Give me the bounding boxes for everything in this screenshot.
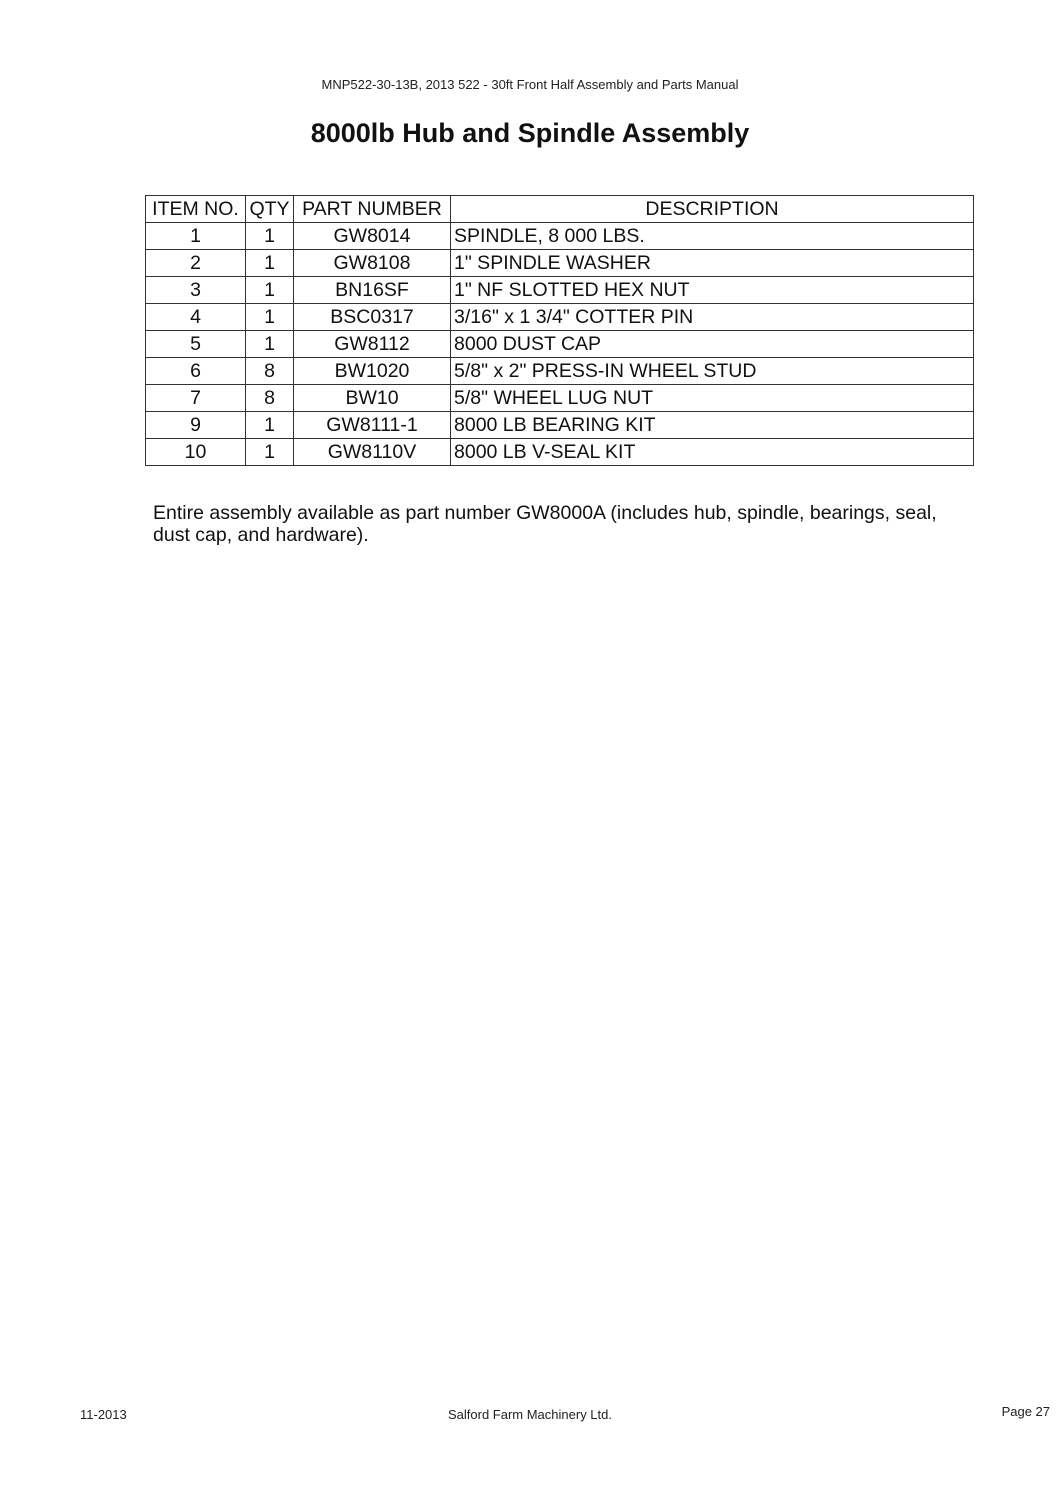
qty-cell: 8: [246, 385, 294, 412]
qty-cell: 1: [246, 277, 294, 304]
item-no-cell: 9: [146, 412, 246, 439]
page-number: Page 27: [1001, 1404, 1050, 1419]
part-number-cell: BW10: [294, 385, 451, 412]
description-cell: 3/16" x 1 3/4" COTTER PIN: [451, 304, 974, 331]
table-row: [146, 304, 974, 331]
part-number-cell: GW8014: [294, 223, 451, 250]
item-no-cell: 3: [146, 277, 246, 304]
column-header-qty: QTY: [246, 196, 294, 223]
item-no-cell: 7: [146, 385, 246, 412]
parts-table: [145, 195, 974, 466]
qty-cell: 1: [246, 412, 294, 439]
item-no-cell: 2: [146, 250, 246, 277]
item-no-cell: 5: [146, 331, 246, 358]
description-cell: 5/8" WHEEL LUG NUT: [451, 385, 974, 412]
footer-date: 11-2013: [80, 1407, 127, 1422]
part-number-cell: GW8110V: [294, 439, 451, 466]
part-number-cell: BSC0317: [294, 304, 451, 331]
description-cell: SPINDLE, 8 000 LBS.: [451, 223, 974, 250]
part-number-cell: BN16SF: [294, 277, 451, 304]
table-header-row: [146, 196, 974, 223]
item-no-cell: 4: [146, 304, 246, 331]
column-header-description: DESCRIPTION: [451, 196, 974, 223]
table-row: [146, 412, 974, 439]
qty-cell: 1: [246, 439, 294, 466]
table-row: [146, 223, 974, 250]
column-header-item-no: ITEM NO.: [146, 196, 246, 223]
table-row: [146, 358, 974, 385]
part-number-cell: GW8111-1: [294, 412, 451, 439]
table-row: [146, 331, 974, 358]
description-cell: 8000 LB BEARING KIT: [451, 412, 974, 439]
part-number-cell: GW8108: [294, 250, 451, 277]
description-cell: 5/8" x 2" PRESS-IN WHEEL STUD: [451, 358, 974, 385]
description-cell: 1" SPINDLE WASHER: [451, 250, 974, 277]
item-no-cell: 1: [146, 223, 246, 250]
qty-cell: 1: [246, 250, 294, 277]
footer-company: Salford Farm Machinery Ltd.: [447, 1407, 612, 1422]
qty-cell: 1: [246, 304, 294, 331]
description-cell: 1" NF SLOTTED HEX NUT: [451, 277, 974, 304]
description-cell: 8000 LB V-SEAL KIT: [451, 439, 974, 466]
assembly-note: Entire assembly available as part number GW8000A (includes hub, spindle, bearings, seal, dust cap, and hardware).: [153, 502, 937, 546]
column-header-part-number: PART NUMBER: [294, 196, 451, 223]
table-row: [146, 250, 974, 277]
part-number-cell: GW8112: [294, 331, 451, 358]
table-row: [146, 277, 974, 304]
qty-cell: 1: [246, 223, 294, 250]
item-no-cell: 10: [146, 439, 246, 466]
description-cell: 8000 DUST CAP: [451, 331, 974, 358]
qty-cell: 8: [246, 358, 294, 385]
manual-header: MNP522-30-13B, 2013 522 - 30ft Front Half Assembly and Parts Manual: [321, 77, 739, 92]
item-no-cell: 6: [146, 358, 246, 385]
page-title: 8000lb Hub and Spindle Assembly: [310, 118, 750, 148]
part-number-cell: BW1020: [294, 358, 451, 385]
qty-cell: 1: [246, 331, 294, 358]
table-row: [146, 385, 974, 412]
table-row: [146, 439, 974, 466]
